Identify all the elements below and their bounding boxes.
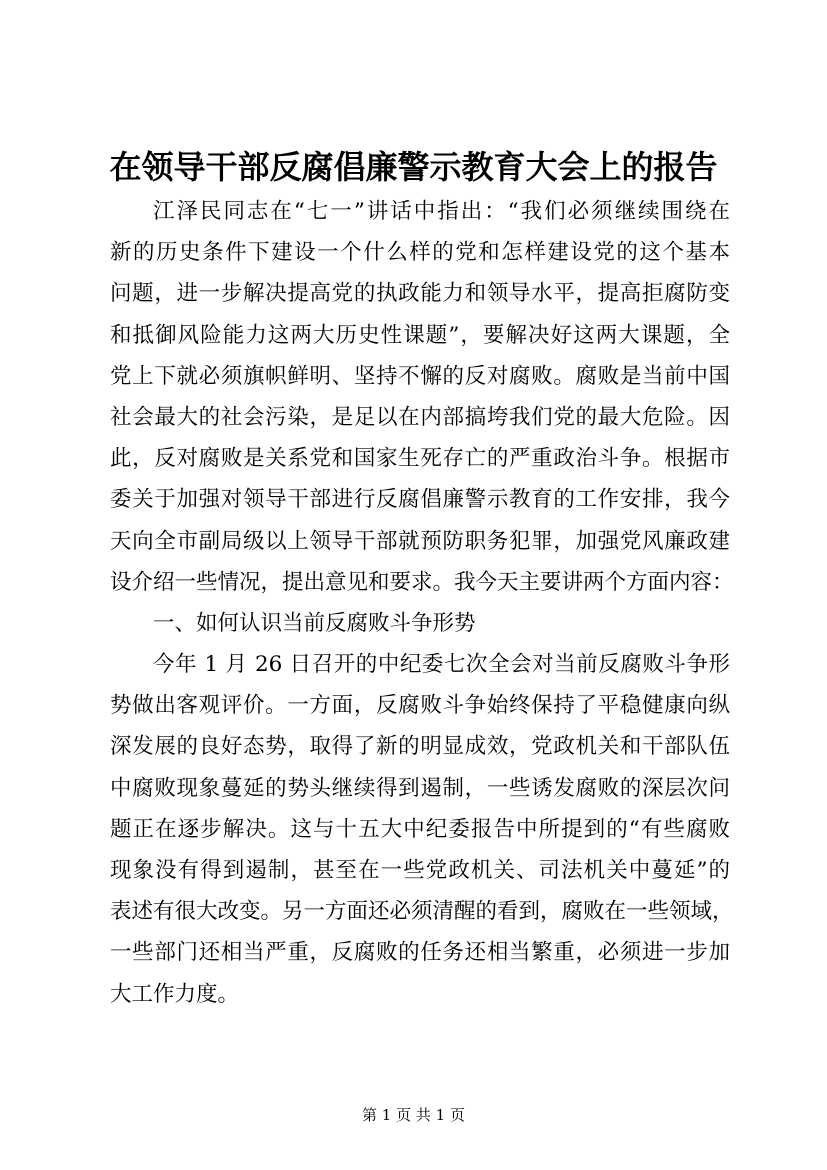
paragraph-line: 和抵御风险能力这两大历史性课题”，要解决好这两大课题，全: [110, 322, 730, 348]
paragraph-line: 现象没有得到遏制，甚至在一些党政机关、司法机关中蔓延”的: [110, 858, 730, 883]
section-heading: 一、如何认识当前反腐败斗争形势: [153, 610, 476, 636]
paragraph-line: 深发展的良好态势，取得了新的明显成效，党政机关和干部队伍: [110, 734, 730, 760]
paragraph-line: 今年 1 月 26 日召开的中纪委七次全会对当前反腐败斗争形: [153, 652, 730, 678]
page-footer: 第 1 页 共 1 页: [362, 1106, 465, 1124]
paragraph-line: 委关于加强对领导干部进行反腐倡廉警示教育的工作安排，我今: [110, 487, 730, 513]
paragraph-line: 此，反对腐败是关系党和国家生死存亡的严重政治斗争。根据市: [110, 446, 730, 472]
paragraph-line: 题正在逐步解决。这与十五大中纪委报告中所提到的“有些腐败: [110, 816, 730, 842]
paragraph-line: 问题，进一步解决提高党的执政能力和领导水平，提高拒腐防变: [110, 281, 730, 307]
paragraph-line: 中腐败现象蔓延的势头继续得到遏制，一些诱发腐败的深层次问: [110, 775, 730, 801]
paragraph-line: 党上下就必须旗帜鲜明、坚持不懈的反对腐败。腐败是当前中国: [110, 363, 730, 389]
paragraph-line: 新的历史条件下建设一个什么样的党和怎样建设党的这个基本: [110, 240, 730, 266]
document-title: 在领导干部反腐倡廉警示教育大会上的报告: [109, 148, 718, 186]
paragraph-line: 表述有很大改变。另一方面还必须清醒的看到，腐败在一些领域，: [110, 899, 734, 925]
paragraph-line: 势做出客观评价。一方面，反腐败斗争始终保持了平稳健康向纵: [110, 693, 730, 719]
paragraph-line: 设介绍一些情况，提出意见和要求。我今天主要讲两个方面内容：: [110, 569, 734, 595]
paragraph-line: 大工作力度。: [110, 981, 240, 1007]
document-body: [110, 191, 734, 1015]
paragraph-line: 江泽民同志在“七一”讲话中指出：“我们必须继续围绕在: [153, 199, 730, 224]
paragraph-line: 社会最大的社会污染，是足以在内部搞垮我们党的最大危险。因: [110, 404, 730, 430]
paragraph-line: 一些部门还相当严重，反腐败的任务还相当繁重，必须进一步加: [110, 940, 730, 966]
paragraph-line: 天向全市副局级以上领导干部就预防职务犯罪，加强党风廉政建: [110, 528, 730, 554]
